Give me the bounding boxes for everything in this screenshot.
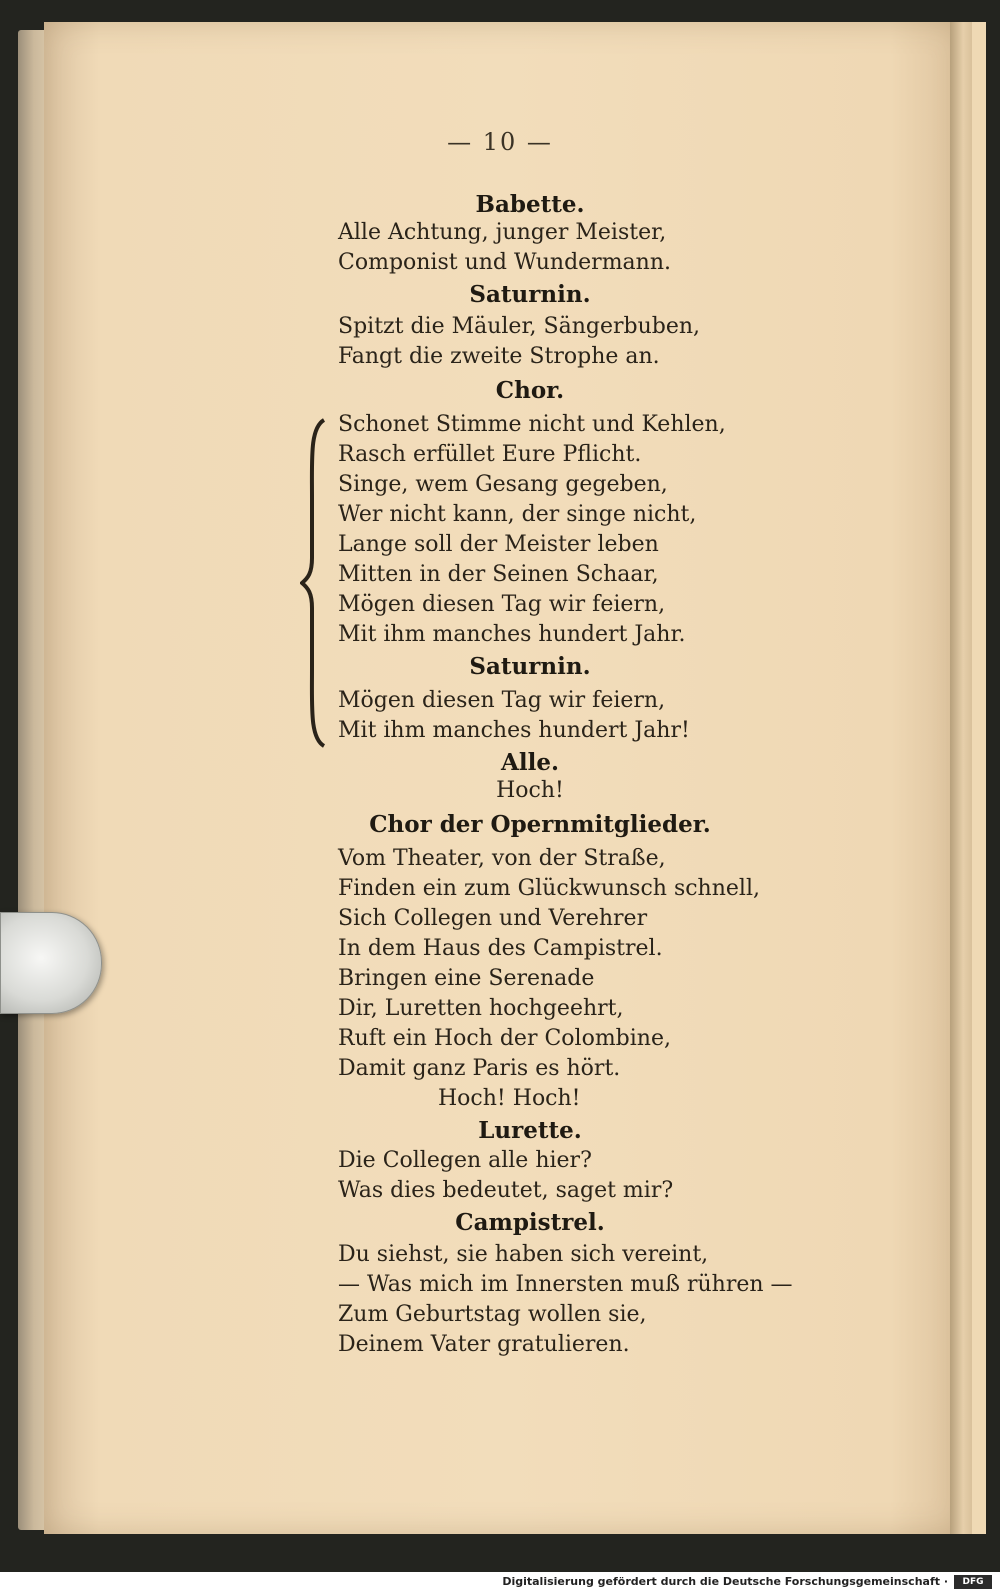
page-clip-tab — [0, 912, 102, 1014]
dfg-logo: DFG — [954, 1575, 992, 1589]
verse-line: Mit ihm manches hundert Jahr! — [338, 718, 690, 743]
verse-line: Wer nicht kann, der singe nicht, — [338, 502, 697, 527]
verse-line: Rasch erfüllet Eure Pflicht. — [338, 442, 642, 467]
verse-line: In dem Haus des Campistrel. — [338, 936, 663, 961]
verse-line: Deinem Vater gratulieren. — [338, 1332, 630, 1357]
verse-line: Bringen eine Serenade — [338, 966, 595, 991]
verse-line: Componist und Wundermann. — [338, 250, 671, 275]
speaker-name: Chor der Opernmitglieder. — [369, 811, 711, 838]
page-gutter — [950, 22, 972, 1534]
verse-line: Alle Achtung, junger Meister, — [338, 220, 667, 245]
speaker-name: Alle. — [501, 749, 559, 776]
verse-line: Damit ganz Paris es hört. — [338, 1056, 621, 1081]
footer-credit: Digitalisierung gefördert durch die Deutsche Forschungsgemeinschaft · — [502, 1575, 948, 1588]
page-number: — 10 — — [447, 128, 553, 156]
verse-line: Spitzt die Mäuler, Sängerbuben, — [338, 314, 701, 339]
verse-line: Lange soll der Meister leben — [338, 532, 659, 557]
verse-line: Mitten in der Seinen Schaar, — [338, 562, 659, 587]
verse-line: Mögen diesen Tag wir feiern, — [338, 592, 666, 617]
verse-line: Die Collegen alle hier? — [338, 1148, 592, 1173]
next-page-edge — [972, 22, 986, 1534]
verse-line: Ruft ein Hoch der Colombine, — [338, 1026, 671, 1051]
verse-line: Mit ihm manches hundert Jahr. — [338, 622, 686, 647]
verse-line: Dir, Luretten hochgeehrt, — [338, 996, 624, 1021]
verse-line: Hoch! Hoch! — [438, 1086, 581, 1111]
speaker-name: Babette. — [475, 191, 585, 218]
verse-line: Schonet Stimme nicht und Kehlen, — [338, 412, 726, 437]
verse-line: Was dies bedeutet, saget mir? — [338, 1178, 674, 1203]
verse-line: Finden ein zum Glückwunsch schnell, — [338, 876, 760, 901]
verse-line: — Was mich im Innersten muß rühren — — [338, 1272, 793, 1297]
verse-line: Hoch! — [496, 778, 564, 803]
verse-line: Sich Collegen und Verehrer — [338, 906, 648, 931]
verse-line: Fangt die zweite Strophe an. — [338, 344, 660, 369]
speaker-name: Chor. — [495, 377, 565, 404]
speaker-name: Saturnin. — [469, 281, 591, 308]
speaker-name: Saturnin. — [469, 653, 591, 680]
verse-line: Vom Theater, von der Straße, — [338, 846, 666, 871]
speaker-name: Lurette. — [478, 1117, 582, 1144]
verse-line: Singe, wem Gesang gegeben, — [338, 472, 668, 497]
verse-line: Zum Geburtstag wollen sie, — [338, 1302, 647, 1327]
verse-line: Du siehst, sie haben sich vereint, — [338, 1242, 709, 1267]
verse-line: Mögen diesen Tag wir feiern, — [338, 688, 666, 713]
curly-brace-icon — [300, 418, 330, 748]
speaker-name: Campistrel. — [455, 1209, 605, 1236]
